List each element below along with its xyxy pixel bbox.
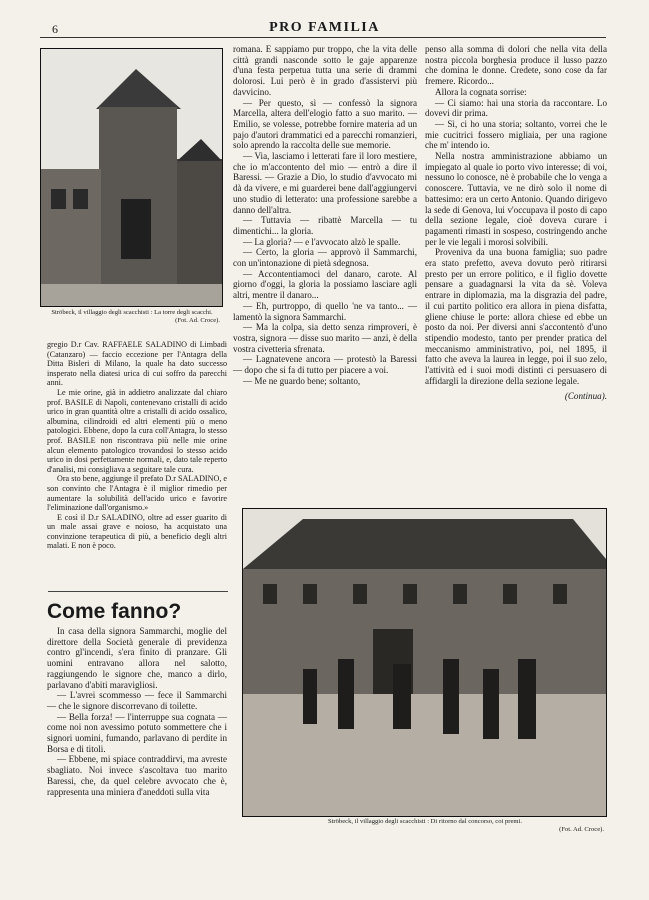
paragraph: — Certo, la gloria — approvò il Sammarchi, con un'intonazione di pietà sdegnosa. [233, 247, 417, 269]
page-title: PRO FAMILIA [269, 20, 380, 35]
page-number: 6 [52, 22, 58, 36]
paragraph: — Ci siamo: hai una storia da raccontare. Lo dovevi dir prima. [425, 97, 607, 119]
photo-procession [242, 508, 607, 817]
left-column-intro [47, 340, 227, 551]
paragraph: — Eh, purtroppo, di quello 'ne va tanto... — lamentò la signora Sammarchi. [233, 300, 417, 322]
paragraph: Ora sto bene, aggiunge il prefato D.r SALADINO, e son convinto che l'Antagra è il miglior rimedio per aumentare la solubilità dell'acido urico e favorire l'eliminazione dall'organismo.» [47, 474, 227, 513]
paragraph: — Lagnatevene ancora — protestò la Baressi — dopo che si fa di tutto per piacere a voi. [233, 354, 417, 376]
paragraph: — Me ne guardo bene; soltanto, [243, 375, 361, 386]
header-rule [40, 37, 606, 38]
photo-procession-credit: (Fot. Ad. Croce). [559, 826, 604, 833]
paragraph: — L'avrei scommesso — fece il Sammarchi — che le signore discorrevano di toilette. [47, 690, 227, 711]
paragraph: — Tuttavia — ribattè Marcella — tu dimentichi... la gloria. [233, 215, 417, 236]
paragraph: penso alla somma di dolori che nella vita della nostra piccola borghesia produce il lusso pazzo che domina le donne. Credete, sono cose da far fremere. Ricordo... [425, 44, 607, 87]
paragraph: Nella nostra amministrazione abbiamo un impiegato al quale io porto vivo interesse; di voi, nessuno lo conosce, nè è probabile che lo venga a conoscere. Tuttavia, ve ne dirò solo il nome di battesimo: era un certo Antonio. Quando dirigevo la sede di Genova, lui v'occupava il posto di capo della sezione legale, cioè doveva curare i pagamenti rimasti in sospeso, costringendo anche per le vie legali i morosi solvibili. [425, 151, 607, 247]
photo-procession-caption [246, 818, 604, 834]
paragraph: — Bella forza! — l'interruppe sua cognata — come noi non avessimo potuto sommettere che i signori uomini, fumando, parlavano di perdite in Borsa e di titoli. [47, 711, 227, 754]
paragraph: — Sì, ci ho una storia; soltanto, vorrei che le mie cucitrici fossero migliaia, per una ragione che m' intendo io. [425, 118, 607, 151]
photo-tower [40, 48, 223, 307]
paragraph: — Ebbene, mi spiace contraddirvi, ma avreste sbagliato. Noi invece s'ascoltava tuo marito Baressi, che, da quel celebre avvocato che è, rappresenta una miniera d'aneddoti sulla vita [47, 754, 227, 797]
photo-tower-caption-text: Ströbeck, il villaggio degli scacchisti : La torre degli scacchi. [51, 309, 213, 316]
section-title: Come fanno? [47, 600, 182, 623]
paragraph: E così il D.r SALADINO, oltre ad esser guarito di un male assai grave e noioso, ha acquistato una convinzione terapeutica di più, a beneficio degli altri malati. E non è poco. [47, 512, 227, 551]
paragraph: — Accontentiamoci del danaro, carote. Al giorno d'oggi, la gloria la possiamo lasciare agli altri, mentre il danaro... [233, 268, 417, 301]
paragraph: — Per questo, sì — confessò la signora Marcella, altera dell'elogio fatto a suo marito. — Emilio, se volesse, potrebbe fornire materia ad un pajo d'autori drammatici ed a parecchi romanzieri, solo aprendo la raccolta delle sue memorie. [233, 97, 417, 151]
paragraph: gregio D.r Cav. RAFFAELE SALADINO di Limbadi (Catanzaro) — faccio eccezione per l'Antagra della Ditta Bisleri di Milano, la quale ha dato successo insperato nella diatesi urica di cui soffro da parecchi anni. [47, 340, 227, 388]
section-rule [48, 591, 228, 592]
paragraph: romana. E sappiamo pur troppo, che la vita delle città grandi nasconde sotto le gaje apparenze d'una festa perpetua tutta una serie di drammi dolorosi. Lui però è in grado d'assistervi più davvicino. [233, 44, 417, 97]
paragraph: — Via, lasciamo i letterati fare il loro mestiere, che io m'accontento del mio — entrò a dire il Baressi. — Grazie a Dio, lo studio d'avvocato mi dà da vivere, e mi guarderei bene dall'aggiungervi uno studio di letterato: una professione sarebbe a danno dell'altra. [233, 151, 417, 215]
paragraph: Allora la cognata sorrise: [435, 86, 527, 97]
middle-column [233, 44, 417, 387]
paragraph: Proveniva da una buona famiglia; suo padre era stato prefetto, aveva dovuto però ritirarsi presto per un errore politico, e il figlio dovette pensare a guadagnarsi la vita da sè. Voleva entrare in diplomazia, ma la disgrazia del padre, il cui partito politico era allora in piena disfatta, gliene chiuse le porte: allora chiese ed ebbe un posto da noi. Per diversi anni s'accontentò d'uno stipendio modesto, tanto per prender pratica del meccanismo amministrativo, poi, nel 1895, il fatto che aveva la laurea in legge, poi il suo zelo, l'attività ed i suoi modi distinti ci persuasero di affidargli la direzione della sezione legale. [425, 247, 607, 386]
photo-tower-credit: (Fot. Ad. Croce). [175, 317, 220, 324]
continua-note: (Continua). [564, 390, 607, 401]
paragraph: Le mie orine, già in addietro analizzate dal chiaro prof. BASILE di Napoli, contenevano cristalli di acido urico in gran quantità oltre a cristalli di acido ossalico, albumina, cilindroidi ed altri elementi più o meno patologici. Ebbene, dopo la cura coll'Antagra, lo stesso prof. BASILE non riscontrava più nelle mie orine alcun elemento patologico trovandosi lo stesso acido urico in dosi perfettamente normali, e, dato tale reperto d'analisi, mi consigliava a seguitare tale cura. [47, 387, 227, 474]
left-column-story [47, 626, 227, 797]
right-column [425, 44, 607, 401]
paragraph: — La gloria? — e l'avvocato alzò le spalle. [243, 236, 401, 247]
paragraph: — Ma la colpa, sia detto senza rimproveri, è vostra, signora — disse suo marito — anzi, è della vostra civetteria sfrenata. [233, 322, 417, 354]
photo-procession-caption-text: Ströbeck, il villaggio degli scacchisti : Di ritorno dal concorso, coi premi. [327, 818, 523, 825]
photo-tower-caption [44, 309, 220, 325]
paragraph: In casa della signora Sammarchi, moglie del direttore della Società generale di previdenza contro gl'incendi, s'era finito di pranzare. Gli uomini entravano allora nel salotto, raggiungendo le signore che, manco a dirlo, parlavano d'abiti maravigliosi. [47, 626, 227, 690]
